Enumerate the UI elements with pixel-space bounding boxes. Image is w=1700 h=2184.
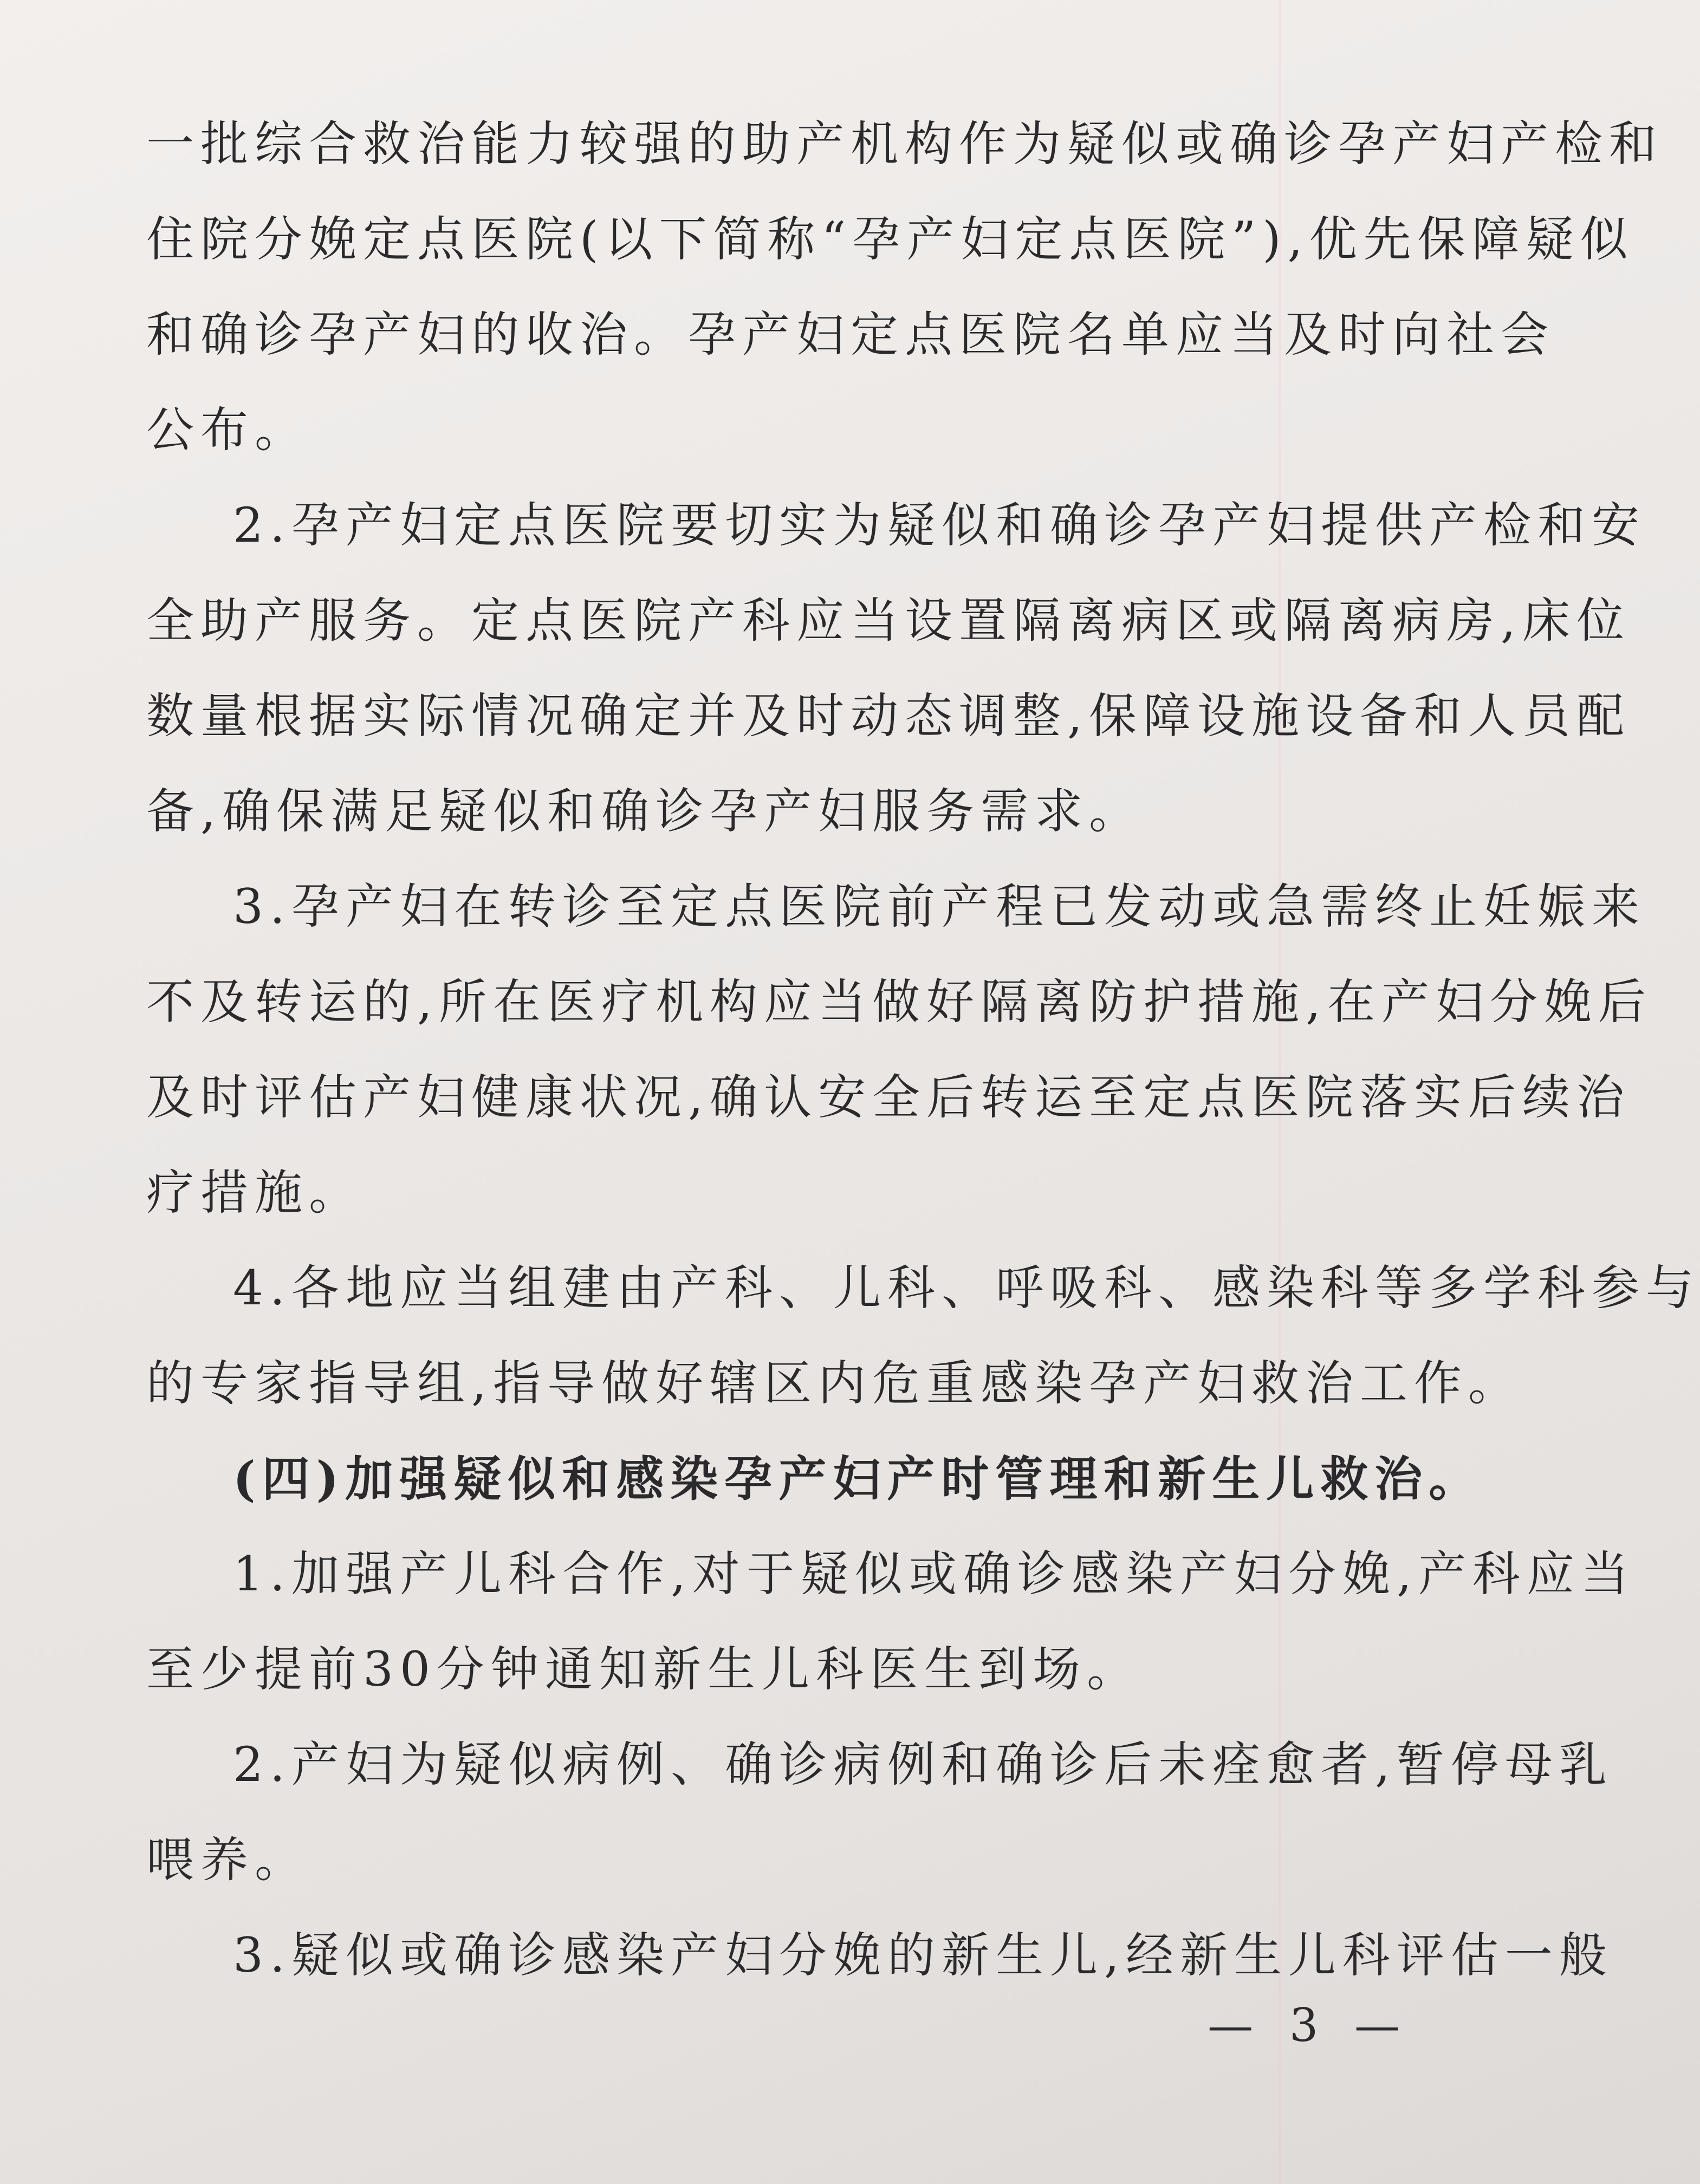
body-line: 的专家指导组,指导做好辖区内危重感染孕产妇救治工作。 [146, 1355, 1522, 1411]
document-body [146, 96, 1700, 2003]
body-line: 住院分娩定点医院(以下简称“孕产妇定点医院”),优先保障疑似 [146, 211, 1634, 267]
body-line: 和确诊孕产妇的收治。孕产妇定点医院名单应当及时向社会 [146, 307, 1555, 362]
body-line: 喂养。 [146, 1832, 309, 1888]
body-line: 不及转运的,所在医疗机构应当做好隔离防护措施,在产妇分娩后 [146, 974, 1652, 1030]
body-line: 疗措施。 [146, 1165, 364, 1220]
body-line: 备,确保满足疑似和确诊孕产妇服务需求。 [146, 783, 1143, 839]
body-line: 公布。 [146, 402, 309, 458]
page-number: — 3 — [1208, 1999, 1411, 2052]
body-line: 及时评估产妇健康状况,确认安全后转运至定点医院落实后续治 [146, 1069, 1631, 1125]
body-line: 至少提前30分钟通知新生儿科医生到场。 [146, 1641, 1141, 1697]
paragraph-item-3b: 3.疑似或确诊感染产妇分娩的新生儿,经新生儿科评估一般 [233, 1927, 1613, 1983]
paragraph-item-2: 2.孕产妇定点医院要切实为疑似和确诊孕产妇提供产检和安 [233, 497, 1646, 553]
body-line: 全助产服务。定点医院产科应当设置隔离病区或隔离病房,床位 [146, 593, 1631, 648]
body-line: 一批综合救治能力较强的助产机构作为疑似或确诊孕产妇产检和 [146, 116, 1664, 172]
section-heading: (四)加强疑似和感染孕产妇产时管理和新生儿救治。 [233, 1451, 1483, 1507]
paragraph-item-2b: 2.产妇为疑似病例、确诊病例和确诊后未痊愈者,暂停母乳 [233, 1737, 1613, 1792]
body-line: 数量根据实际情况确定并及时动态调整,保障设施设备和人员配 [146, 688, 1631, 744]
paragraph-item-3: 3.孕产妇在转诊至定点医院前产程已发动或急需终止妊娠来 [233, 879, 1646, 934]
paragraph-item-4: 4.各地应当组建由产科、儿科、呼吸科、感染科等多学科参与 [233, 1260, 1700, 1316]
paragraph-item-1: 1.加强产儿科合作,对于疑似或确诊感染产妇分娩,产科应当 [233, 1546, 1635, 1602]
